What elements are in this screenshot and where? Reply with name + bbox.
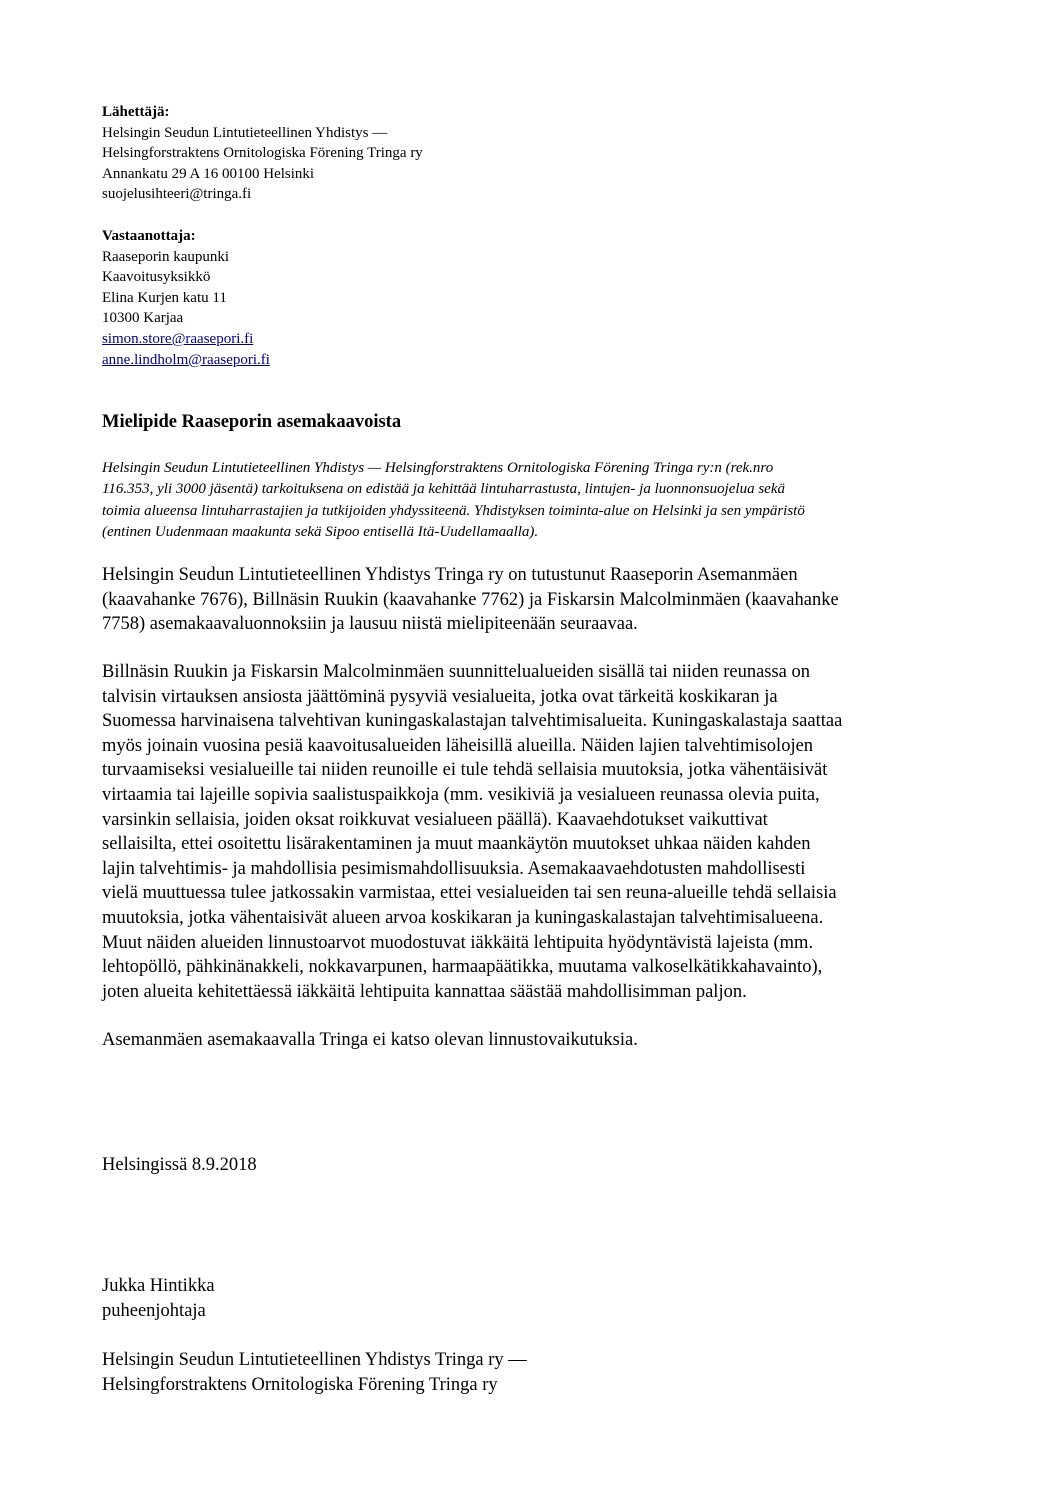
signature-block (102, 1274, 962, 1323)
paragraph-line: lehtopöllö, pähkinänakkeli, nokkavarpunen, harmaapäätikka, muutama valkoselkätikkahavainto), (102, 957, 823, 978)
paragraph-line: joten alueita kehitettäessä iäkkäitä lehtipuita kannattaa säästää mahdollisimman paljon. (102, 981, 747, 1002)
sender-line: Helsingin Seudun Lintutieteellinen Yhdistys — (102, 124, 388, 141)
organization-block (102, 1348, 962, 1397)
organization-line: Helsingforstraktens Ornitologiska Förening Tringa ry (102, 1374, 498, 1395)
paragraph-line: Helsingin Seudun Lintutieteellinen Yhdistys Tringa ry on tutustunut Raaseporin Asemanmäen (102, 565, 798, 585)
sender-heading: Lähettäjä: (102, 104, 170, 120)
recipient-line: Elina Kurjen katu 11 (102, 289, 227, 306)
paragraph-line: Asemanmäen asemakaavalla Tringa ei katso olevan linnustovaikutuksia. (102, 1030, 638, 1050)
sender-block (102, 102, 962, 205)
recipient-line: 10300 Karjaa (102, 310, 184, 327)
intro-line: (entinen Uudenmaan maakunta sekä Sipoo entisellä Itä-Uudellamaalla). (102, 523, 539, 540)
intro-paragraph (102, 458, 962, 543)
recipient-line: Kaavoitusyksikkö (102, 269, 211, 286)
paragraph-line: talvisin virtauksen ansiosta jäättöminä pysyviä vesialueita, jotka ovat tärkeitä koskikaran ja (102, 686, 778, 707)
recipient-email-link[interactable]: simon.store@raasepori.fi (102, 330, 254, 347)
paragraph-line: lajin talvehtimis- ja mahdollisia pesimismahdollisuuksia. Asemakaavaehdotusten mahdollisesti (102, 858, 806, 879)
intro-line: 116.353, yli 3000 jäsentä) tarkoituksena on edistää ja kehittää lintuharrastusta, lintujen- ja luonnonsuojelua sekä (102, 481, 785, 498)
paragraph-line: vielä muuttuessa tulee jatkossakin varmistaa, ettei vesialueiden tai sen reuna-alueille tehdä sellaisia (102, 883, 837, 904)
place-date (102, 1153, 962, 1178)
body-paragraph-1 (102, 563, 962, 637)
sender-email: suojelusihteeri@tringa.fi (102, 186, 252, 203)
recipient-line: Raaseporin kaupunki (102, 248, 230, 265)
signer-title: puheenjohtaja (102, 1300, 206, 1321)
letter-subject: Mielipide Raaseporin asemakaavoista (102, 412, 402, 432)
paragraph-line: myös joinain vuosina pesiä kaavoitusalueiden läheisillä alueilla. Näiden lajien talvehtimisolojen (102, 735, 814, 756)
organization-line: Helsingin Seudun Lintutieteellinen Yhdistys Tringa ry — (102, 1350, 527, 1370)
sender-address: Annankatu 29 A 16 00100 Helsinki (102, 165, 315, 182)
paragraph-line: (kaavahanke 7676), Billnäsin Ruukin (kaavahanke 7762) ja Fiskarsin Malcolminmäen (kaavahanke (102, 589, 839, 610)
paragraph-line: sellaisilta, ettei osoitettu lisärakentaminen ja muut maankäytön muutokset uhkaa näiden kahden (102, 834, 811, 855)
sender-line: Helsingforstraktens Ornitologiska Förening Tringa ry (102, 145, 423, 162)
body-paragraph-3 (102, 1028, 962, 1053)
paragraph-line: Billnäsin Ruukin ja Fiskarsin Malcolminmäen suunnittelualueiden sisällä tai niiden reunassa on (102, 662, 811, 682)
paragraph-line: Muut näiden alueiden linnustoarvot muodostuvat iäkkäitä lehtipuita hyödyntävistä lajeista (mm. (102, 932, 814, 953)
recipient-heading: Vastaanottaja: (102, 228, 196, 244)
signer-name: Jukka Hintikka (102, 1276, 215, 1296)
intro-line: toimia alueensa lintuharrastajien ja tutkijoiden yhdyssiteenä. Yhdistyksen toiminta-alue on Helsinki ja sen ympäristö (102, 502, 805, 519)
intro-line: Helsingin Seudun Lintutieteellinen Yhdistys — Helsingforstraktens Ornitologiska Förening Tringa ry:n (rek.nro (102, 460, 774, 476)
paragraph-line: muutoksia, jotka vähentaisivät alueen arvoa koskikaran ja kuningaskalastajan talvehtimisalueena. (102, 907, 824, 928)
paragraph-line: 7758) asemakaavaluonnoksiin ja lausuu niistä mielipiteenään seuraavaa. (102, 614, 638, 635)
paragraph-line: virtaamia tai lajeille sopivia saalistuspaikkoja (mm. vesikiviä ja vesialueen reunassa olevia puita, (102, 784, 820, 805)
recipient-email-link[interactable]: anne.lindholm@raasepori.fi (102, 351, 270, 368)
recipient-block (102, 226, 962, 370)
paragraph-line: varsinkin sellaisia, joiden oksat roikkuvat vesialueen päällä). Kaavaehdotukset vaikuttivat (102, 809, 768, 830)
place-date-text: Helsingissä 8.9.2018 (102, 1155, 257, 1175)
paragraph-line: Suomessa harvinaisena talvehtivan kuningaskalastajan talvehtimisalueita. Kuningaskalastaja saattaa (102, 711, 843, 732)
body-paragraph-2 (102, 660, 962, 1004)
paragraph-line: turvaamiseksi vesialueille tai niiden reunoille ei tule tehdä sellaisia muutoksia, jotka vähentäisivät (102, 760, 828, 781)
